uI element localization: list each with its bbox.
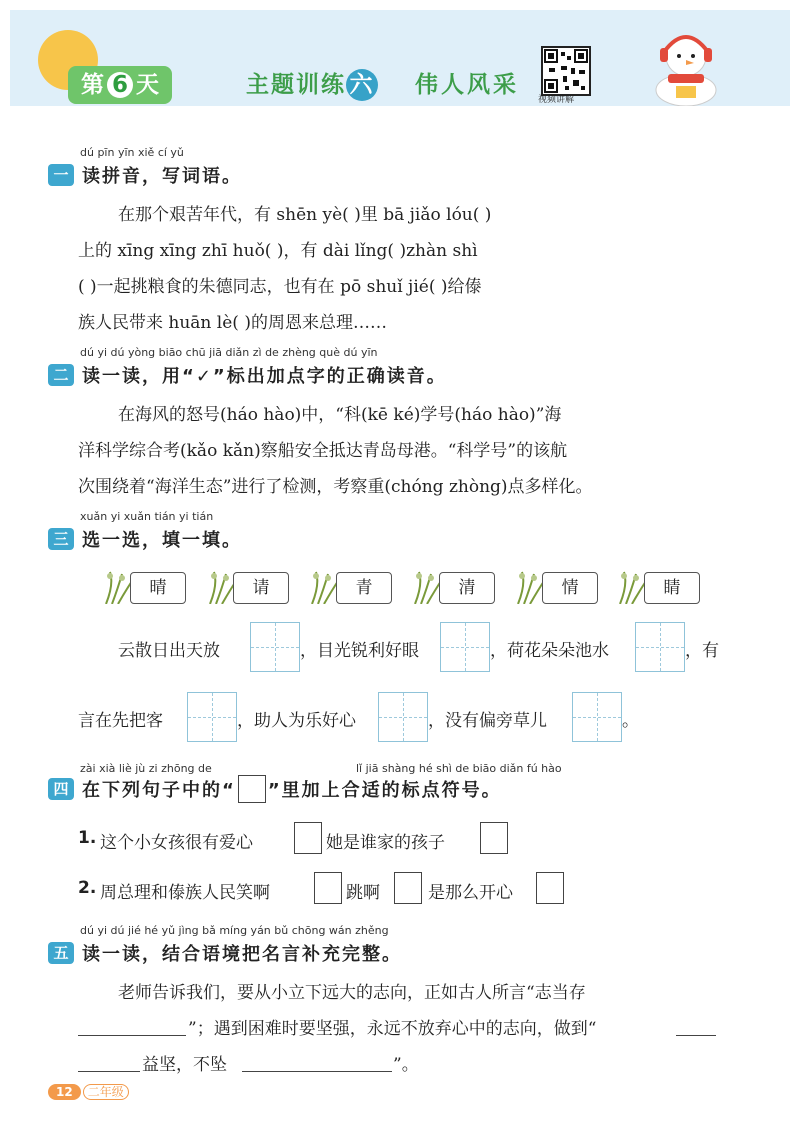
day-number: 6 xyxy=(107,72,133,98)
s4-title: ”里加上合适的标点符号。 xyxy=(267,780,502,801)
s4-heading xyxy=(48,776,502,802)
s1-pinyin: dú pīn yīn xiě cí yǔ xyxy=(80,146,184,159)
s1-line-2: 上的 xīng xīng zhī huǒ( )，有 dài lǐng( )zhàn shì xyxy=(78,241,478,261)
s1-number: 一 xyxy=(48,164,74,186)
s1-line-1: 在那个艰苦年代，有 shēn yè( )里 bā jiǎo lóu( ) xyxy=(118,205,492,225)
option-char: 晴 xyxy=(130,572,186,604)
page-number: 12 xyxy=(48,1084,81,1100)
page-footer xyxy=(48,1083,129,1100)
answer-blank[interactable] xyxy=(78,1070,140,1072)
punctuation-box[interactable] xyxy=(294,822,322,854)
s5-pinyin: dú yi dú jié hé yǔ jìng bǎ míng yán bǔ chōng wán zhěng xyxy=(80,924,389,937)
s5-line-3-end: ”。 xyxy=(393,1055,419,1075)
s5-line-1: 老师告诉我们，要从小立下远大的志向，正如古人所言“志当存 xyxy=(118,983,586,1003)
s5-heading xyxy=(48,940,402,966)
theme-label xyxy=(246,66,378,101)
answer-blank[interactable] xyxy=(78,1034,186,1036)
option-char: 清 xyxy=(439,572,495,604)
snowman-icon xyxy=(650,28,722,106)
s3-pinyin: xuǎn yi xuǎn tián yi tián xyxy=(80,510,214,523)
punctuation-box[interactable] xyxy=(394,872,422,904)
punctuation-box[interactable] xyxy=(480,822,508,854)
s2-line-2: 洋科学综合考(kǎo kǎn)察船安全抵达青岛母港。“科学号”的该航 xyxy=(78,441,568,461)
s3-heading xyxy=(48,526,242,552)
item-number: 1. xyxy=(78,828,97,848)
s1-heading xyxy=(48,162,242,188)
answer-grid-box[interactable] xyxy=(440,622,490,672)
day-prefix: 第 xyxy=(81,72,104,98)
answer-grid-box[interactable] xyxy=(378,692,428,742)
s5-title: 读一读，结合语境把名言补充完整。 xyxy=(82,944,402,965)
s2-number: 二 xyxy=(48,364,74,386)
item-text: 这个小女孩很有爱心 xyxy=(100,833,253,853)
s5-line-2: ”；遇到困难时要坚强，永远不放弃心中的志向，做到“ xyxy=(188,1019,597,1039)
s3-text: ，荷花朵朵池水 xyxy=(490,641,609,661)
s1-line-4: 族人民带来 huān lè( )的周恩来总理…… xyxy=(78,313,387,333)
punctuation-box[interactable] xyxy=(536,872,564,904)
s2-line-3: 次围绕着“海洋生态”进行了检测，考察重(chóng zhòng)点多样化。 xyxy=(78,477,593,497)
s3-number: 三 xyxy=(48,528,74,550)
answer-grid-box[interactable] xyxy=(250,622,300,672)
s3-text: 言在先把客 xyxy=(78,711,163,731)
s4-number: 四 xyxy=(48,778,74,800)
qr-caption: 视频讲解 xyxy=(538,95,575,105)
theme-name: 伟人风采 xyxy=(415,72,519,98)
s3-text: ，助人为乐好心 xyxy=(237,711,356,731)
s5-line-3: 益坚，不坠 xyxy=(142,1055,227,1075)
option-char: 请 xyxy=(233,572,289,604)
punctuation-box[interactable] xyxy=(314,872,342,904)
item-text: 她是谁家的孩子 xyxy=(326,833,445,853)
option-char: 睛 xyxy=(644,572,700,604)
title-box-icon xyxy=(238,775,266,803)
option-char: 情 xyxy=(542,572,598,604)
answer-blank[interactable] xyxy=(676,1034,716,1036)
item-text: 周总理和傣族人民笑啊 xyxy=(100,883,270,903)
theme-number: 六 xyxy=(346,69,378,101)
s4-pinyin: lǐ jiā shàng hé shì de biāo diǎn fú hào xyxy=(356,762,562,775)
s5-number: 五 xyxy=(48,942,74,964)
answer-blank[interactable] xyxy=(242,1070,392,1072)
s2-pinyin: dú yi dú yòng biāo chū jiā diǎn zì de zhèng què dú yīn xyxy=(80,346,378,359)
s3-text: ，没有偏旁草儿 xyxy=(428,711,547,731)
s1-title: 读拼音，写词语。 xyxy=(82,166,242,187)
answer-grid-box[interactable] xyxy=(187,692,237,742)
grade-label: 二年级 xyxy=(83,1084,129,1100)
s3-text: 云散日出天放 xyxy=(118,641,220,661)
item-text: 是那么开心 xyxy=(428,883,513,903)
s1-line-3: ( )一起挑粮食的朱德同志，也有在 pō shuǐ jié( )给傣 xyxy=(78,277,482,297)
s3-text: ，目光锐利好眼 xyxy=(300,641,419,661)
s2-heading xyxy=(48,362,447,388)
theme-label-text: 主题训练 xyxy=(246,72,346,98)
answer-grid-box[interactable] xyxy=(635,622,685,672)
item-text: 跳啊 xyxy=(346,883,380,903)
qr-code-icon[interactable] xyxy=(541,46,591,96)
item-number: 2. xyxy=(78,878,97,898)
answer-grid-box[interactable] xyxy=(572,692,622,742)
day-badge xyxy=(68,66,172,104)
s4-title: 在下列句子中的“ xyxy=(82,780,236,801)
s3-title: 选一选，填一填。 xyxy=(82,530,242,551)
option-char: 青 xyxy=(336,572,392,604)
s3-text: 。 xyxy=(622,711,639,731)
s2-line-1: 在海风的怒号(háo hào)中，“科(kē ké)学号(háo hào)”海 xyxy=(118,405,562,425)
s4-pinyin: zài xià liè jù zi zhōng de xyxy=(80,762,212,775)
s2-title: 读一读，用“✓”标出加点字的正确读音。 xyxy=(82,366,447,387)
day-suffix: 天 xyxy=(136,72,159,98)
s3-text: ，有 xyxy=(685,641,719,661)
